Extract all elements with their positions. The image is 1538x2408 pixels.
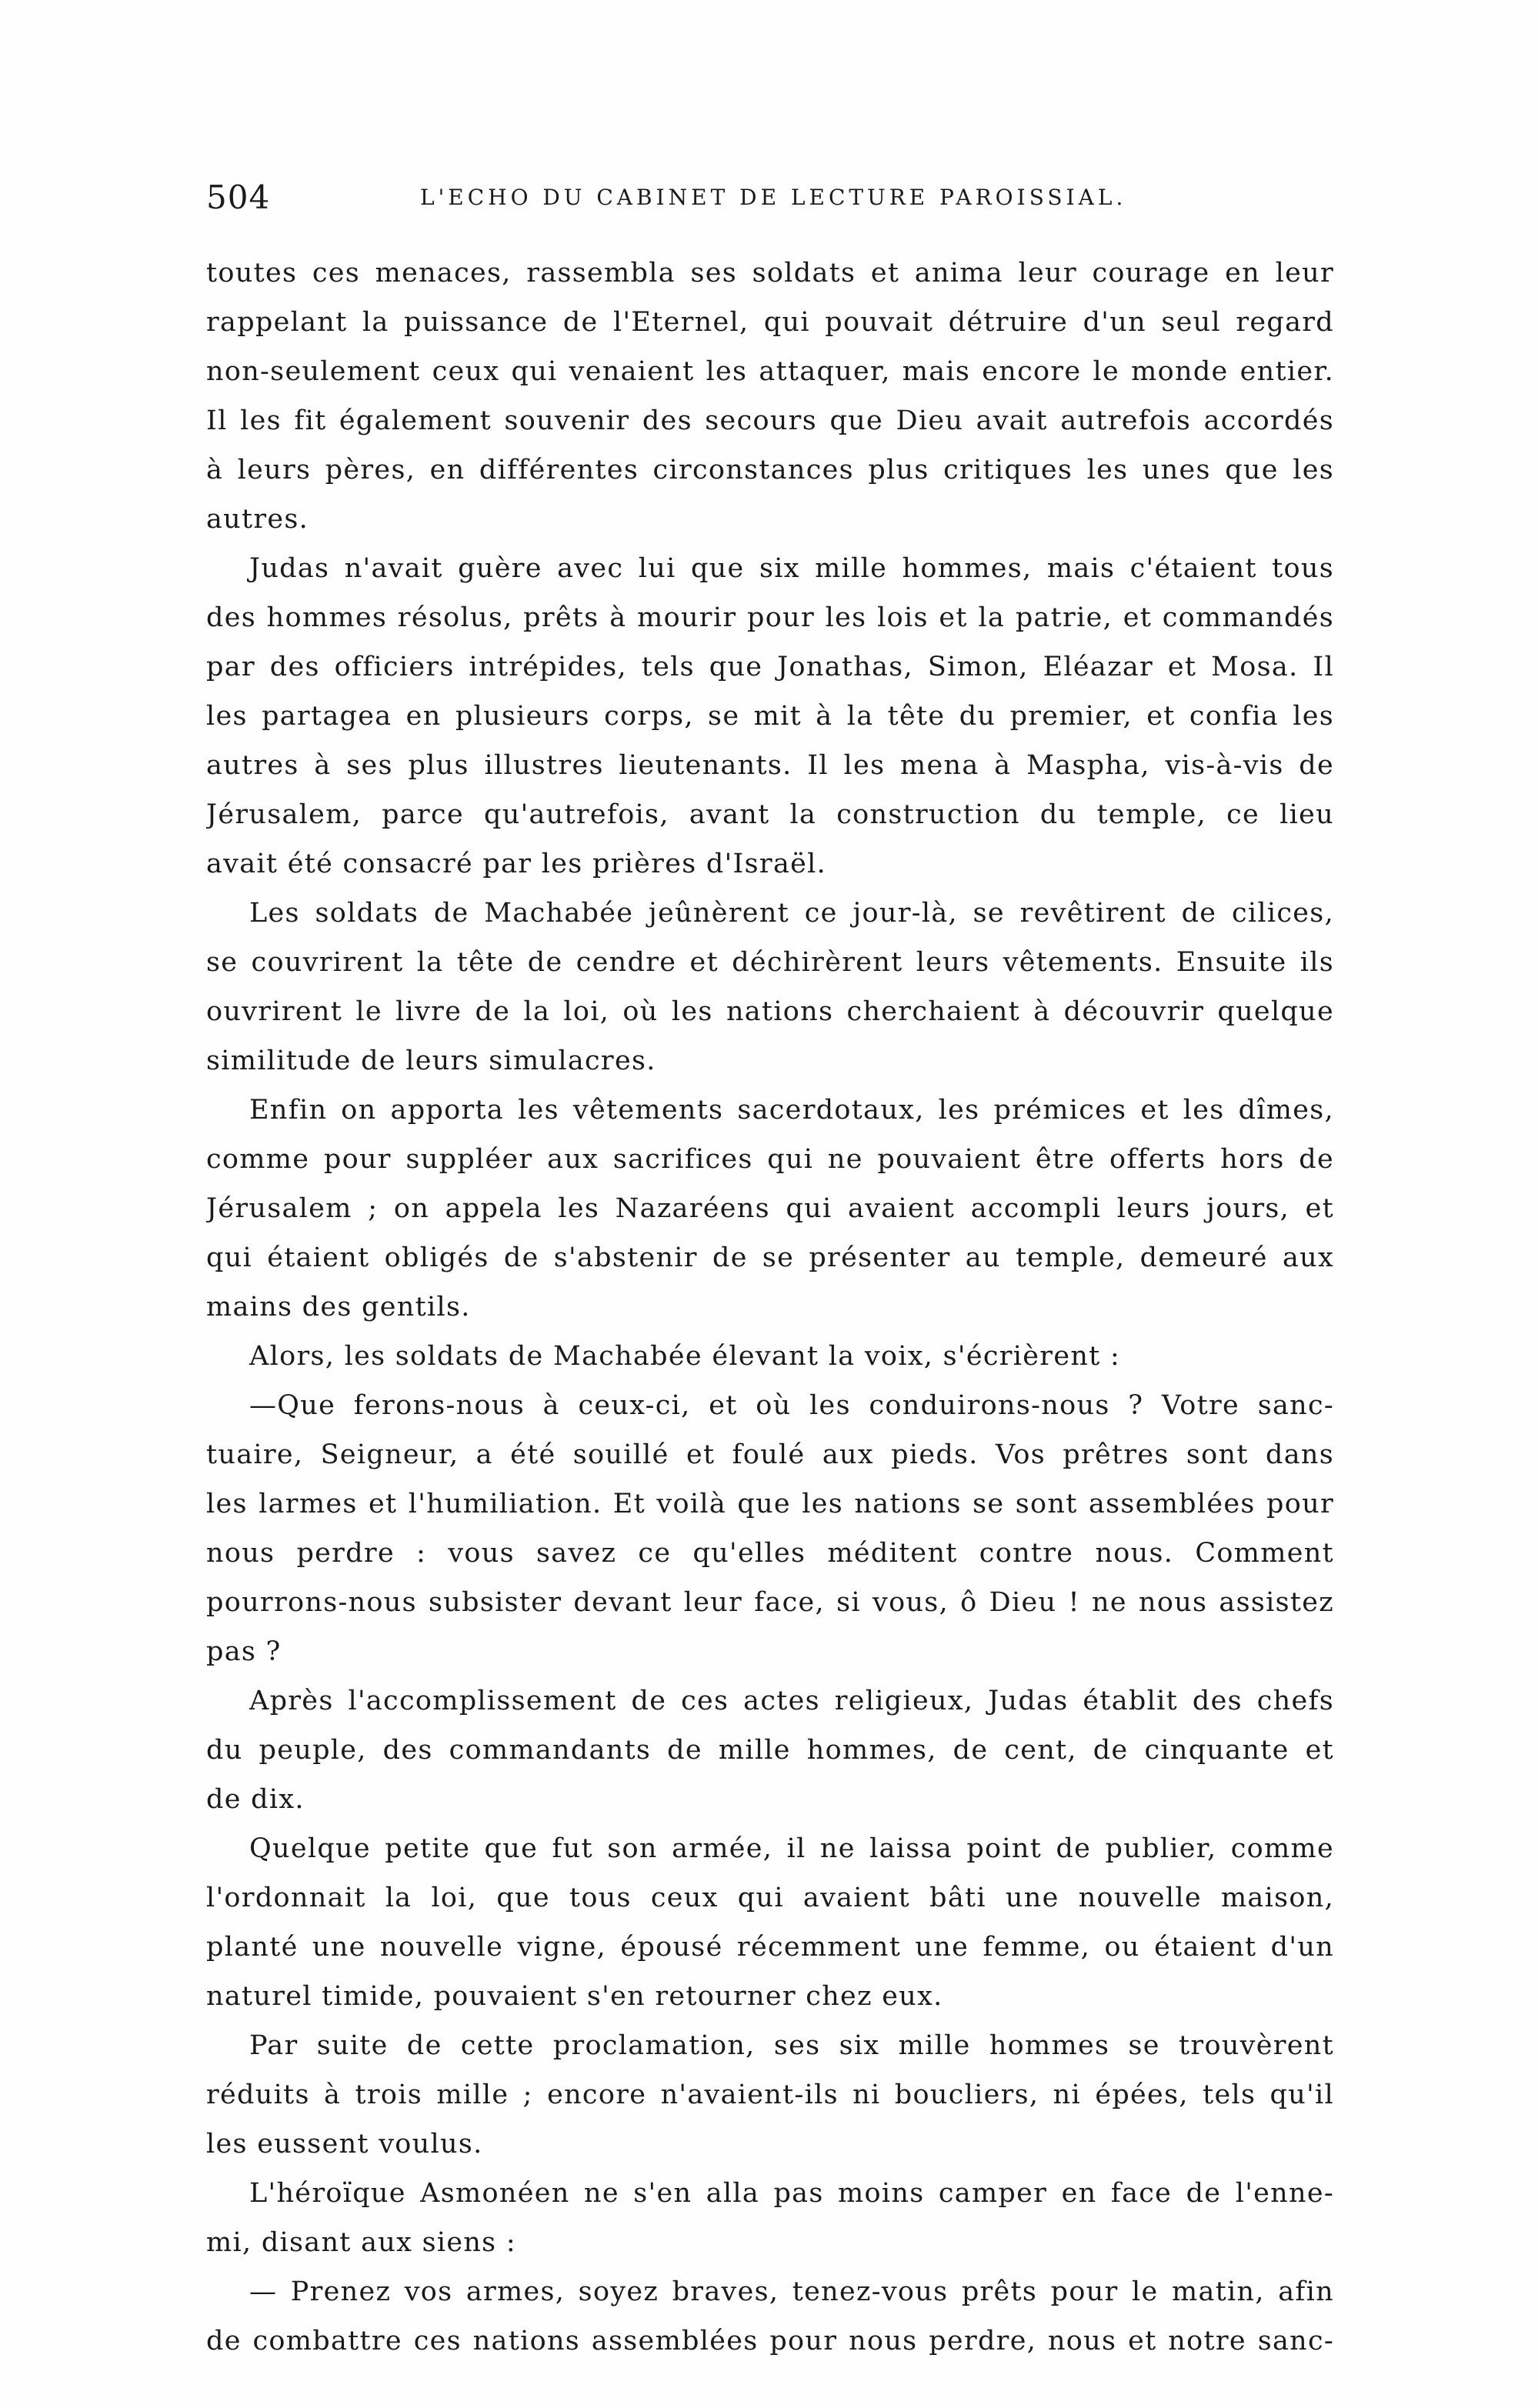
- text-line: pas ?: [206, 1636, 282, 1667]
- text-line: tuaire, Seigneur, a été souillé et foulé aux pieds. Vos prêtres sont dans: [206, 1439, 1334, 1470]
- text-line: Après l'accomplissement de ces actes religieux, Judas établit des chefs: [249, 1686, 1334, 1716]
- text-line: qui étaient obligés de s'abstenir de se présenter au temple, demeuré aux: [206, 1242, 1334, 1273]
- text-line: nous perdre : vous savez ce qu'elles méditent contre nous. Comment: [206, 1538, 1334, 1569]
- text-line: par des officiers intrépides, tels que Jonathas, Simon, Eléazar et Mosa. Il: [206, 652, 1334, 682]
- text-line: Jérusalem, parce qu'autrefois, avant la construction du temple, ce lieu: [206, 799, 1334, 830]
- text-line: les partagea en plusieurs corps, se mit à la tête du premier, et confia les: [206, 701, 1334, 732]
- text-line: rappelant la puissance de l'Eternel, qui pouvait détruire d'un seul regard: [206, 307, 1334, 338]
- text-line: Enfin on apporta les vêtements sacerdotaux, les prémices et les dîmes,: [249, 1095, 1334, 1126]
- text-line: mains des gentils.: [206, 1292, 471, 1322]
- text-line: des hommes résolus, prêts à mourir pour les lois et la patrie, et commandés: [206, 602, 1334, 633]
- text-line: Jérusalem ; on appela les Nazaréens qui avaient accompli leurs jours, et: [206, 1193, 1334, 1224]
- text-line: Par suite de cette proclamation, ses six mille hommes se trouvèrent: [249, 2030, 1334, 2061]
- text-line: à leurs pères, en différentes circonstances plus critiques les unes que les: [206, 455, 1334, 485]
- text-line: Judas n'avait guère avec lui que six mille hommes, mais c'étaient tous: [249, 553, 1334, 584]
- body-text: [206, 248, 1334, 2366]
- text-line: —Que ferons-nous à ceux-ci, et où les conduirons-nous ? Votre sanc-: [249, 1390, 1334, 1421]
- text-line: non-seulement ceux qui venaient les attaquer, mais encore le monde entier.: [206, 356, 1334, 387]
- text-line: les eussent voulus.: [206, 2129, 483, 2160]
- text-line: les larmes et l'humiliation. Et voilà que les nations se sont assemblées pour: [206, 1489, 1334, 1519]
- text-line: naturel timide, pouvaient s'en retourner chez eux.: [206, 1981, 943, 2012]
- page-number: 504: [206, 178, 271, 216]
- text-line: Quelque petite que fut son armée, il ne laissa point de publier, comme: [249, 1833, 1334, 1864]
- text-line: se couvrirent la tête de cendre et déchirèrent leurs vêtements. Ensuite ils: [206, 947, 1334, 978]
- text-line: Les soldats de Machabée jeûnèrent ce jour-là, se revêtirent de cilices,: [249, 898, 1334, 929]
- text-line: mi, disant aux siens :: [206, 2227, 516, 2258]
- page-header: [206, 178, 1345, 225]
- text-line: autres.: [206, 504, 309, 535]
- text-line: Il les fit également souvenir des secours que Dieu avait autrefois accordés: [206, 405, 1334, 436]
- text-line: du peuple, des commandants de mille hommes, de cent, de cinquante et: [206, 1735, 1334, 1766]
- text-line: L'héroïque Asmonéen ne s'en alla pas moins camper en face de l'enne-: [249, 2178, 1334, 2209]
- text-line: planté une nouvelle vigne, épousé récemment une femme, ou étaient d'un: [206, 1932, 1334, 1963]
- text-line: de dix.: [206, 1784, 305, 1815]
- text-line: réduits à trois mille ; encore n'avaient-ils ni boucliers, ni épées, tels qu'il: [206, 2079, 1334, 2110]
- text-line: Alors, les soldats de Machabée élevant la voix, s'écrièrent :: [249, 1341, 1121, 1372]
- text-line: avait été consacré par les prières d'Israël.: [206, 849, 827, 879]
- text-line: autres à ses plus illustres lieutenants. Il les mena à Maspha, vis-à-vis de: [206, 750, 1334, 781]
- text-line: pourrons-nous subsister devant leur face, si vous, ô Dieu ! ne nous assistez: [206, 1587, 1334, 1618]
- text-line: ouvrirent le livre de la loi, où les nations cherchaient à découvrir quelque: [206, 996, 1334, 1027]
- text-line: de combattre ces nations assemblées pour nous perdre, nous et notre sanc-: [206, 2326, 1334, 2356]
- running-title: L'ECHO DU CABINET DE LECTURE PAROISSIAL.: [420, 185, 1127, 210]
- text-line: l'ordonnait la loi, que tous ceux qui avaient bâti une nouvelle maison,: [206, 1883, 1334, 1913]
- text-line: toutes ces menaces, rassembla ses soldats et anima leur courage en leur: [206, 258, 1334, 288]
- text-line: comme pour suppléer aux sacrifices qui ne pouvaient être offerts hors de: [206, 1144, 1334, 1175]
- text-line: — Prenez vos armes, soyez braves, tenez-vous prêts pour le matin, afin: [249, 2276, 1334, 2307]
- text-line: similitude de leurs simulacres.: [206, 1046, 656, 1076]
